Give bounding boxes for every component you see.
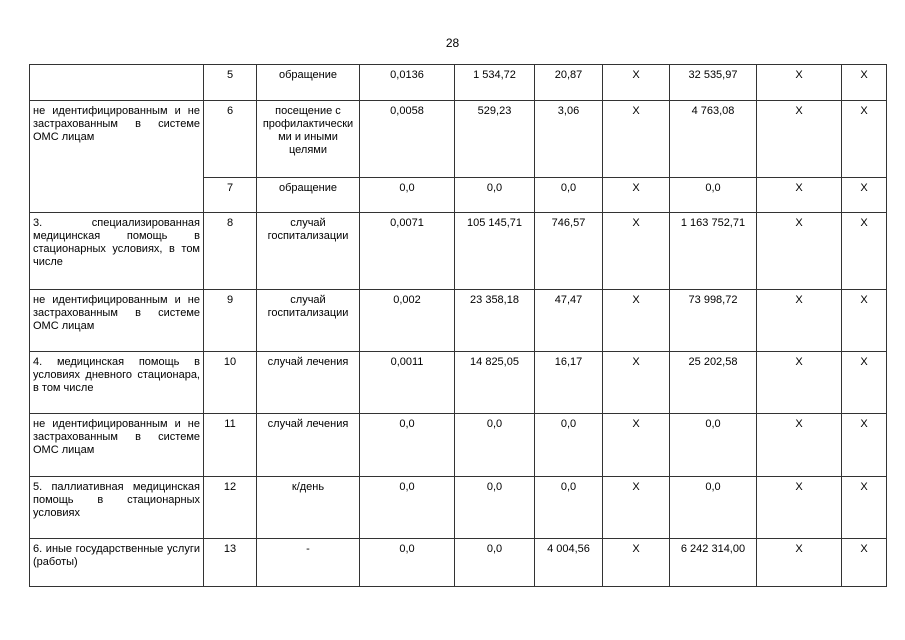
value-cell: 0,0 [360,414,455,477]
table-row [30,477,887,539]
value-cell: 0,0 [535,178,603,213]
row-number: 6 [204,101,257,178]
value-cell: 0,0 [360,539,455,587]
row-description: не идентифицированным и не застрахованным в системе ОМС лицам [30,290,204,352]
value-cell: 105 145,71 [455,213,535,290]
value-cell: Х [757,352,842,414]
value-cell: Х [757,213,842,290]
row-description: 3. специализированная медицинская помощь в стационарных условиях, в том числе [30,213,204,290]
value-cell: Х [842,178,887,213]
value-cell: 0,0 [535,414,603,477]
unit-cell: обращение [257,65,360,101]
value-cell: Х [842,414,887,477]
value-cell: 1 163 752,71 [670,213,757,290]
page-number: 28 [445,36,460,50]
value-cell: 1 534,72 [455,65,535,101]
unit-cell: случай лечения [257,414,360,477]
value-cell: Х [603,352,670,414]
row-number: 5 [204,65,257,101]
value-cell: Х [757,178,842,213]
row-description [30,65,204,101]
table-row [30,352,887,414]
table-row [30,414,887,477]
table-row [30,101,887,178]
value-cell: 0,0 [670,178,757,213]
value-cell: 73 998,72 [670,290,757,352]
row-number: 10 [204,352,257,414]
value-cell: Х [603,290,670,352]
value-cell: 0,0071 [360,213,455,290]
value-cell: Х [603,213,670,290]
value-cell: Х [757,290,842,352]
value-cell: 0,0 [455,539,535,587]
value-cell: 0,0 [670,477,757,539]
value-cell: 3,06 [535,101,603,178]
table-row [30,65,887,101]
unit-cell: обращение [257,178,360,213]
value-cell: Х [603,178,670,213]
value-cell: 6 242 314,00 [670,539,757,587]
table-row [30,539,887,587]
value-cell: Х [757,65,842,101]
value-cell: Х [603,414,670,477]
row-number: 11 [204,414,257,477]
value-cell: Х [757,539,842,587]
value-cell: 746,57 [535,213,603,290]
unit-cell: к/день [257,477,360,539]
unit-cell: случай лечения [257,352,360,414]
financial-table [29,64,887,587]
unit-cell: случай госпитализации [257,213,360,290]
value-cell: 0,0 [455,414,535,477]
unit-cell: - [257,539,360,587]
table-row [30,213,887,290]
value-cell: 0,0 [670,414,757,477]
row-number: 7 [204,178,257,213]
value-cell: Х [603,101,670,178]
value-cell: Х [842,101,887,178]
value-cell: 20,87 [535,65,603,101]
value-cell: 14 825,05 [455,352,535,414]
value-cell: 0,0 [535,477,603,539]
value-cell: 25 202,58 [670,352,757,414]
value-cell: 0,0 [360,477,455,539]
value-cell: 16,17 [535,352,603,414]
value-cell: 0,0058 [360,101,455,178]
value-cell: Х [603,65,670,101]
value-cell: 0,0136 [360,65,455,101]
row-number: 9 [204,290,257,352]
value-cell: Х [842,477,887,539]
value-cell: 47,47 [535,290,603,352]
value-cell: Х [842,539,887,587]
unit-cell: случай госпитализации [257,290,360,352]
value-cell: Х [842,213,887,290]
value-cell: Х [842,65,887,101]
value-cell: 0,0 [455,477,535,539]
value-cell: 0,0 [455,178,535,213]
unit-cell: посещение с профилактически ми и иными целями [257,101,360,178]
value-cell: Х [603,477,670,539]
value-cell: 32 535,97 [670,65,757,101]
row-description: 5. паллиативная медицинская помощь в стационарных условиях [30,477,204,539]
value-cell: 529,23 [455,101,535,178]
value-cell: 0,0 [360,178,455,213]
value-cell: Х [757,414,842,477]
value-cell: Х [757,101,842,178]
value-cell: Х [757,477,842,539]
table-row [30,290,887,352]
row-description: не идентифицированным и не застрахованным в системе ОМС лицам [30,101,204,213]
value-cell: 4 004,56 [535,539,603,587]
value-cell: Х [842,290,887,352]
row-description: 4. медицинская помощь в условиях дневного стационара, в том числе [30,352,204,414]
row-number: 8 [204,213,257,290]
value-cell: Х [603,539,670,587]
value-cell: Х [842,352,887,414]
value-cell: 4 763,08 [670,101,757,178]
value-cell: 23 358,18 [455,290,535,352]
value-cell: 0,0011 [360,352,455,414]
row-description: 6. иные государственные услуги (работы) [30,539,204,587]
row-number: 12 [204,477,257,539]
row-number: 13 [204,539,257,587]
row-description: не идентифицированным и не застрахованным в системе ОМС лицам [30,414,204,477]
value-cell: 0,002 [360,290,455,352]
